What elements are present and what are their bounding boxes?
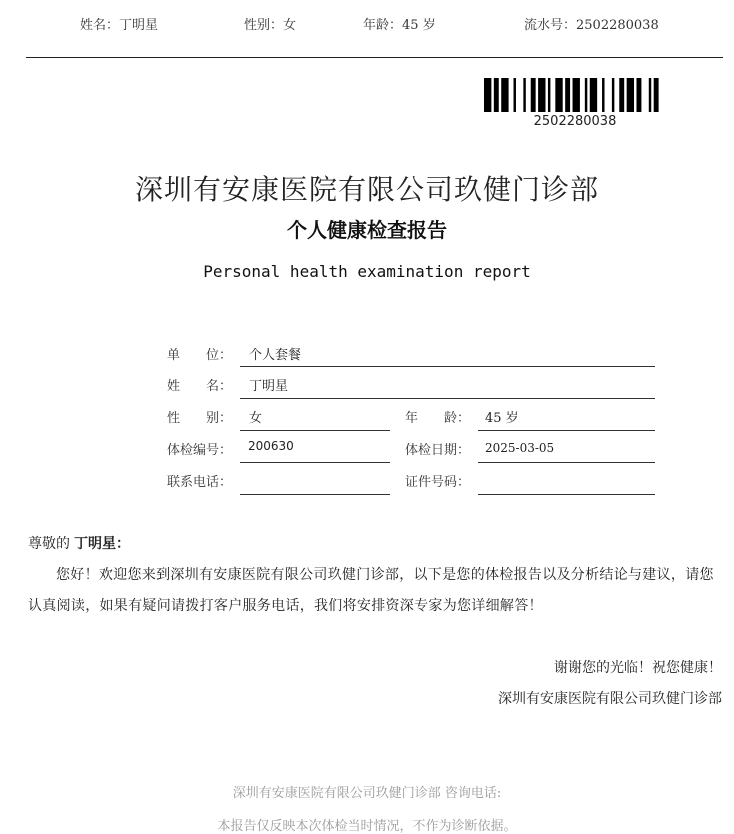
exam-date-value: 2025-03-05: [485, 441, 555, 455]
header-serial-value: 2502280038: [576, 18, 659, 33]
exam-date-underline: [478, 462, 655, 463]
header-name-value: 丁明星: [119, 18, 159, 33]
age-value: 45 岁: [485, 411, 519, 426]
id-label: 证件号码：: [405, 475, 471, 490]
name-label: 姓 名：: [167, 379, 233, 394]
header-name: [80, 14, 158, 33]
letter-signature: 深圳有安康医院有限公司玖健门诊部: [498, 691, 722, 707]
exam-date-label: 体检日期：: [405, 443, 471, 458]
exam-no-label: 体检编号：: [167, 443, 233, 458]
header-gender: [244, 14, 296, 33]
exam-no-value: 200630: [248, 439, 294, 453]
name-value: 丁明星: [249, 379, 289, 394]
name-underline: [240, 398, 655, 399]
footer-contact: 深圳有安康医院有限公司玖健门诊部 咨询电话:: [232, 786, 502, 801]
age-label: 年 龄：: [405, 411, 471, 426]
letter-body: 您好！欢迎您来到深圳有安康医院有限公司玖健门诊部，以下是您的体检报告以及分析结论与建议，请您认真阅读，如果有疑问请拨打客户服务电话，我们将安排资深专家为您详细解答！: [28, 567, 714, 614]
exam-no-underline: [240, 462, 390, 463]
greeting-name: 丁明星：: [74, 536, 130, 552]
report-title-cn: 个人健康检查报告: [287, 218, 447, 242]
unit-underline: [240, 366, 655, 367]
header-age-value: 45 岁: [402, 18, 436, 33]
header-divider: [26, 57, 723, 58]
header-gender-value: 女: [283, 18, 297, 33]
greeting: [28, 533, 130, 553]
barcode-number: 2502280038: [533, 114, 617, 129]
age-underline: [478, 430, 655, 431]
id-underline: [478, 494, 655, 495]
header-gender-label: 性别：: [244, 18, 284, 33]
header-age-label: 年龄：: [363, 18, 403, 33]
barcode-icon: [484, 78, 666, 112]
unit-label: 单 位：: [167, 348, 233, 363]
phone-underline: [240, 494, 390, 495]
report-title-en: Personal health examination report: [203, 262, 531, 281]
gender-value: 女: [249, 411, 263, 426]
header-name-label: 姓名：: [80, 18, 120, 33]
footer-disclaimer: 本报告仅反映本次体检当时情况，不作为诊断依据。: [217, 819, 517, 834]
header-age: [363, 14, 436, 33]
header-serial-label: 流水号：: [524, 18, 577, 33]
phone-label: 联系电话：: [167, 475, 233, 490]
gender-label: 性 别：: [167, 411, 233, 426]
hospital-title: 深圳有安康医院有限公司玖健门诊部: [134, 173, 599, 206]
letter-thanks: 谢谢您的光临！祝您健康！: [554, 660, 722, 676]
greeting-prefix: 尊敬的: [28, 536, 70, 552]
gender-underline: [240, 430, 390, 431]
header-serial: [524, 14, 659, 33]
unit-value: 个人套餐: [249, 348, 302, 363]
